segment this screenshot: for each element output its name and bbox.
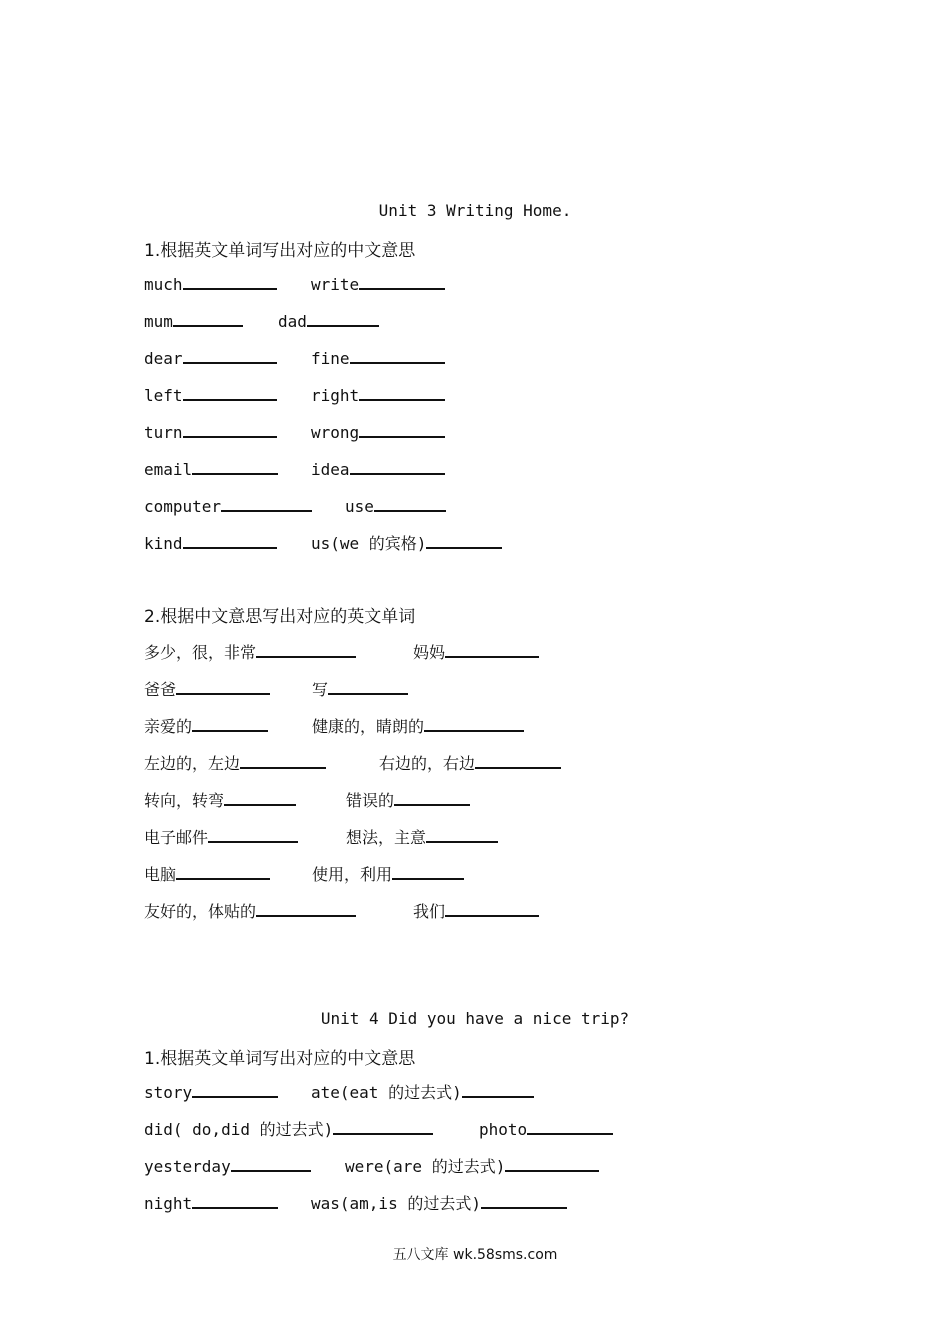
vocab-item (144, 272, 277, 294)
word-prompt: mum (144, 312, 173, 331)
vocab-item (144, 420, 277, 442)
unit4-title: Unit 4 Did you have a nice trip? (320, 1009, 630, 1028)
vocab-item (144, 494, 312, 516)
answer-blank[interactable] (221, 494, 312, 512)
answer-blank[interactable] (208, 825, 298, 843)
vocab-item (311, 420, 445, 442)
word-prompt: 转向，转弯 (144, 791, 225, 810)
answer-blank[interactable] (183, 272, 277, 290)
answer-blank[interactable] (176, 862, 270, 880)
answer-blank[interactable] (350, 346, 445, 364)
answer-blank[interactable] (424, 714, 524, 732)
word-prompt: dad (278, 312, 307, 331)
word-prompt: fine (311, 349, 350, 368)
word-prompt: turn (144, 423, 183, 442)
word-prompt: were(are 的过去式) (345, 1157, 506, 1176)
vocab-item (144, 677, 270, 700)
answer-blank[interactable] (359, 383, 445, 401)
word-prompt: 我们 (413, 902, 446, 921)
answer-blank[interactable] (256, 640, 356, 658)
answer-blank[interactable] (426, 531, 502, 549)
word-prompt: 健康的，睛朗的 (312, 717, 425, 736)
answer-blank[interactable] (426, 825, 498, 843)
word-prompt: email (144, 460, 193, 479)
vocab-item (312, 677, 408, 700)
vocab-item (346, 788, 470, 811)
answer-blank[interactable] (392, 862, 464, 880)
answer-blank[interactable] (240, 751, 326, 769)
page-footer: 五八文库 wk.58sms.com (392, 1247, 558, 1263)
vocab-item (379, 751, 561, 774)
word-prompt: 妈妈 (413, 643, 446, 662)
answer-blank[interactable] (481, 1191, 567, 1209)
answer-blank[interactable] (359, 272, 445, 290)
word-prompt: 亲爱的 (144, 717, 193, 736)
vocab-item (144, 1117, 433, 1140)
word-prompt: yesterday (144, 1157, 231, 1176)
vocab-item (144, 383, 277, 405)
vocab-item (311, 1080, 534, 1103)
word-prompt: 友好的，体贴的 (144, 902, 257, 921)
answer-blank[interactable] (183, 420, 277, 438)
answer-blank[interactable] (183, 383, 277, 401)
vocab-item (311, 383, 445, 405)
word-prompt: did( do,did 的过去式) (144, 1120, 334, 1139)
word-prompt: 想法，主意 (346, 828, 427, 847)
answer-blank[interactable] (475, 751, 561, 769)
answer-blank[interactable] (333, 1117, 433, 1135)
answer-blank[interactable] (192, 714, 268, 732)
vocab-item (345, 494, 446, 516)
answer-blank[interactable] (256, 899, 356, 917)
word-prompt: 电脑 (144, 865, 177, 884)
word-prompt: 使用，利用 (312, 865, 393, 884)
vocab-item (144, 309, 243, 331)
vocab-item (144, 1154, 311, 1176)
word-prompt: 电子邮件 (144, 828, 209, 847)
vocab-item (144, 640, 356, 663)
vocab-item (413, 899, 539, 922)
vocab-item (144, 346, 277, 368)
unit3-section2-heading: 2.根据中文意思写出对应的英文单词 (144, 607, 416, 627)
vocab-item (144, 899, 356, 922)
answer-blank[interactable] (224, 788, 296, 806)
vocab-item (346, 825, 498, 848)
word-prompt: 爸爸 (144, 680, 177, 699)
answer-blank[interactable] (527, 1117, 613, 1135)
answer-blank[interactable] (394, 788, 470, 806)
vocab-item (278, 309, 379, 331)
answer-blank[interactable] (445, 899, 539, 917)
vocab-item (311, 531, 502, 554)
vocab-item (413, 640, 539, 663)
answer-blank[interactable] (350, 457, 445, 475)
answer-blank[interactable] (231, 1154, 311, 1172)
vocab-item (312, 862, 464, 885)
vocab-item (144, 1080, 278, 1102)
word-prompt: 右边的，右边 (379, 754, 476, 773)
answer-blank[interactable] (183, 346, 277, 364)
word-prompt: ate(eat 的过去式) (311, 1083, 462, 1102)
answer-blank[interactable] (192, 457, 278, 475)
word-prompt: idea (311, 460, 350, 479)
word-prompt: 错误的 (346, 791, 395, 810)
unit3-section1-heading: 1.根据英文单词写出对应的中文意思 (144, 241, 416, 261)
vocab-item (144, 1191, 278, 1213)
vocab-item (311, 272, 445, 294)
vocab-item (144, 825, 298, 848)
word-prompt: 写 (312, 680, 329, 699)
word-prompt: us(we 的宾格) (311, 534, 427, 553)
vocab-item (479, 1117, 613, 1139)
answer-blank[interactable] (505, 1154, 599, 1172)
word-prompt: dear (144, 349, 183, 368)
vocab-item (311, 457, 445, 479)
word-prompt: wrong (311, 423, 360, 442)
vocab-item (312, 714, 524, 737)
answer-blank[interactable] (328, 677, 408, 695)
answer-blank[interactable] (176, 677, 270, 695)
word-prompt: 多少，很，非常 (144, 643, 257, 662)
answer-blank[interactable] (183, 531, 277, 549)
unit4-section1-heading: 1.根据英文单词写出对应的中文意思 (144, 1049, 416, 1069)
answer-blank[interactable] (307, 309, 379, 327)
word-prompt: photo (479, 1120, 528, 1139)
vocab-item (345, 1154, 599, 1177)
answer-blank[interactable] (173, 309, 243, 327)
word-prompt: story (144, 1083, 193, 1102)
answer-blank[interactable] (462, 1080, 534, 1098)
word-prompt: night (144, 1194, 193, 1213)
word-prompt: kind (144, 534, 183, 553)
word-prompt: computer (144, 497, 222, 516)
vocab-item (144, 457, 278, 479)
word-prompt: 左边的，左边 (144, 754, 241, 773)
word-prompt: right (311, 386, 360, 405)
answer-blank[interactable] (359, 420, 445, 438)
word-prompt: was(am,is 的过去式) (311, 1194, 481, 1213)
answer-blank[interactable] (192, 1080, 278, 1098)
word-prompt: use (345, 497, 374, 516)
answer-blank[interactable] (192, 1191, 278, 1209)
word-prompt: write (311, 275, 360, 294)
answer-blank[interactable] (374, 494, 446, 512)
word-prompt: left (144, 386, 183, 405)
word-prompt: much (144, 275, 183, 294)
vocab-item (144, 788, 296, 811)
vocab-item (311, 346, 445, 368)
unit3-title: Unit 3 Writing Home. (378, 201, 572, 220)
vocab-item (311, 1191, 567, 1214)
answer-blank[interactable] (445, 640, 539, 658)
vocab-item (144, 531, 277, 553)
vocab-item (144, 751, 326, 774)
vocab-item (144, 714, 268, 737)
vocab-item (144, 862, 270, 885)
